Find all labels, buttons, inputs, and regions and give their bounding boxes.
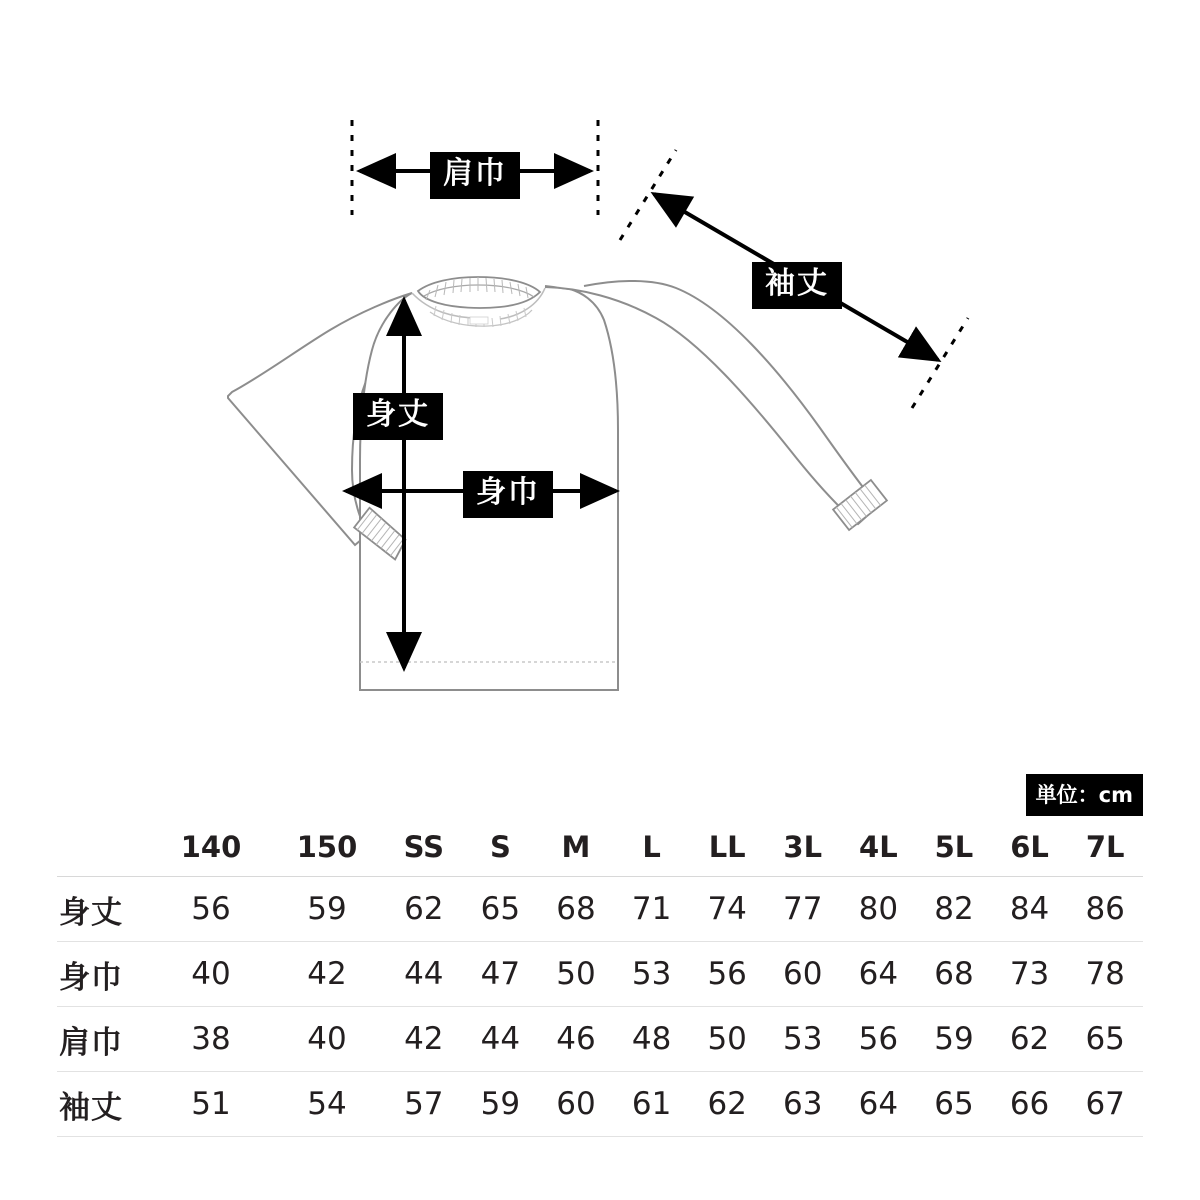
size-header-4l: 4L bbox=[841, 818, 917, 877]
table-header-row bbox=[57, 818, 1143, 877]
cell: 40 bbox=[307, 1021, 347, 1057]
cell: 64 bbox=[858, 956, 899, 992]
cell: 66 bbox=[1009, 1086, 1050, 1122]
size-header-s: S bbox=[463, 818, 539, 877]
size-header-m: M bbox=[538, 818, 614, 877]
row-label-body-length: 身丈 bbox=[59, 894, 123, 931]
brand-tag bbox=[470, 317, 488, 324]
cell: 77 bbox=[783, 891, 823, 927]
cell: 82 bbox=[934, 891, 974, 927]
cell: 62 bbox=[404, 891, 444, 927]
cell: 67 bbox=[1085, 1086, 1125, 1122]
size-header-140: 140 bbox=[153, 818, 269, 877]
cell: 42 bbox=[404, 1021, 444, 1057]
table-row bbox=[57, 1007, 1143, 1072]
label-shoulder-width: 肩巾 bbox=[430, 152, 520, 199]
label-sleeve-length: 袖丈 bbox=[752, 262, 842, 309]
size-header-7l: 7L bbox=[1067, 818, 1143, 877]
table-corner-cell bbox=[57, 818, 153, 877]
table-row bbox=[57, 942, 1143, 1007]
cell: 47 bbox=[480, 956, 521, 992]
cell: 44 bbox=[404, 956, 444, 992]
cell: 59 bbox=[480, 1086, 521, 1122]
size-header-ss: SS bbox=[385, 818, 463, 877]
cell: 53 bbox=[783, 1021, 823, 1057]
cell: 59 bbox=[307, 891, 347, 927]
cell: 86 bbox=[1085, 891, 1125, 927]
size-header-l: L bbox=[614, 818, 690, 877]
size-header-ll: LL bbox=[689, 818, 765, 877]
cell: 54 bbox=[307, 1086, 347, 1122]
table-row bbox=[57, 877, 1143, 942]
cell: 60 bbox=[556, 1086, 596, 1122]
label-body-width: 身巾 bbox=[463, 471, 553, 518]
unit-badge: 単位：cm bbox=[1026, 774, 1143, 816]
cell: 68 bbox=[934, 956, 974, 992]
cell: 64 bbox=[858, 1086, 899, 1122]
cell: 51 bbox=[191, 1086, 231, 1122]
cell: 56 bbox=[858, 1021, 899, 1057]
cell: 62 bbox=[707, 1086, 747, 1122]
cell: 44 bbox=[480, 1021, 521, 1057]
cell: 53 bbox=[631, 956, 672, 992]
cell: 73 bbox=[1009, 956, 1050, 992]
cell: 63 bbox=[783, 1086, 823, 1122]
cell: 57 bbox=[404, 1086, 444, 1122]
cell: 56 bbox=[707, 956, 747, 992]
cell: 65 bbox=[934, 1086, 974, 1122]
cell: 74 bbox=[707, 891, 747, 927]
cell: 80 bbox=[858, 891, 899, 927]
cell: 42 bbox=[307, 956, 347, 992]
cell: 65 bbox=[1085, 1021, 1125, 1057]
cell: 65 bbox=[480, 891, 521, 927]
size-header-150: 150 bbox=[269, 818, 385, 877]
cell: 40 bbox=[191, 956, 231, 992]
row-label-body-width: 身巾 bbox=[59, 959, 123, 996]
size-header-6l: 6L bbox=[992, 818, 1068, 877]
cell: 48 bbox=[631, 1021, 672, 1057]
size-header-5l: 5L bbox=[916, 818, 992, 877]
cell: 46 bbox=[556, 1021, 596, 1057]
cell: 60 bbox=[783, 956, 823, 992]
row-label-shoulder-width: 肩巾 bbox=[59, 1024, 123, 1061]
cell: 71 bbox=[631, 891, 672, 927]
cell: 62 bbox=[1009, 1021, 1050, 1057]
size-chart-table bbox=[57, 818, 1143, 1137]
row-label-sleeve-length: 袖丈 bbox=[59, 1089, 123, 1126]
cell: 38 bbox=[191, 1021, 231, 1057]
cell: 59 bbox=[934, 1021, 974, 1057]
cell: 84 bbox=[1009, 891, 1050, 927]
cell: 68 bbox=[556, 891, 596, 927]
table-row bbox=[57, 1072, 1143, 1137]
cell: 78 bbox=[1085, 956, 1125, 992]
cell: 50 bbox=[707, 1021, 747, 1057]
cell: 61 bbox=[631, 1086, 672, 1122]
label-body-length: 身丈 bbox=[353, 393, 443, 440]
cell: 56 bbox=[191, 891, 231, 927]
size-header-3l: 3L bbox=[765, 818, 841, 877]
cell: 50 bbox=[556, 956, 596, 992]
